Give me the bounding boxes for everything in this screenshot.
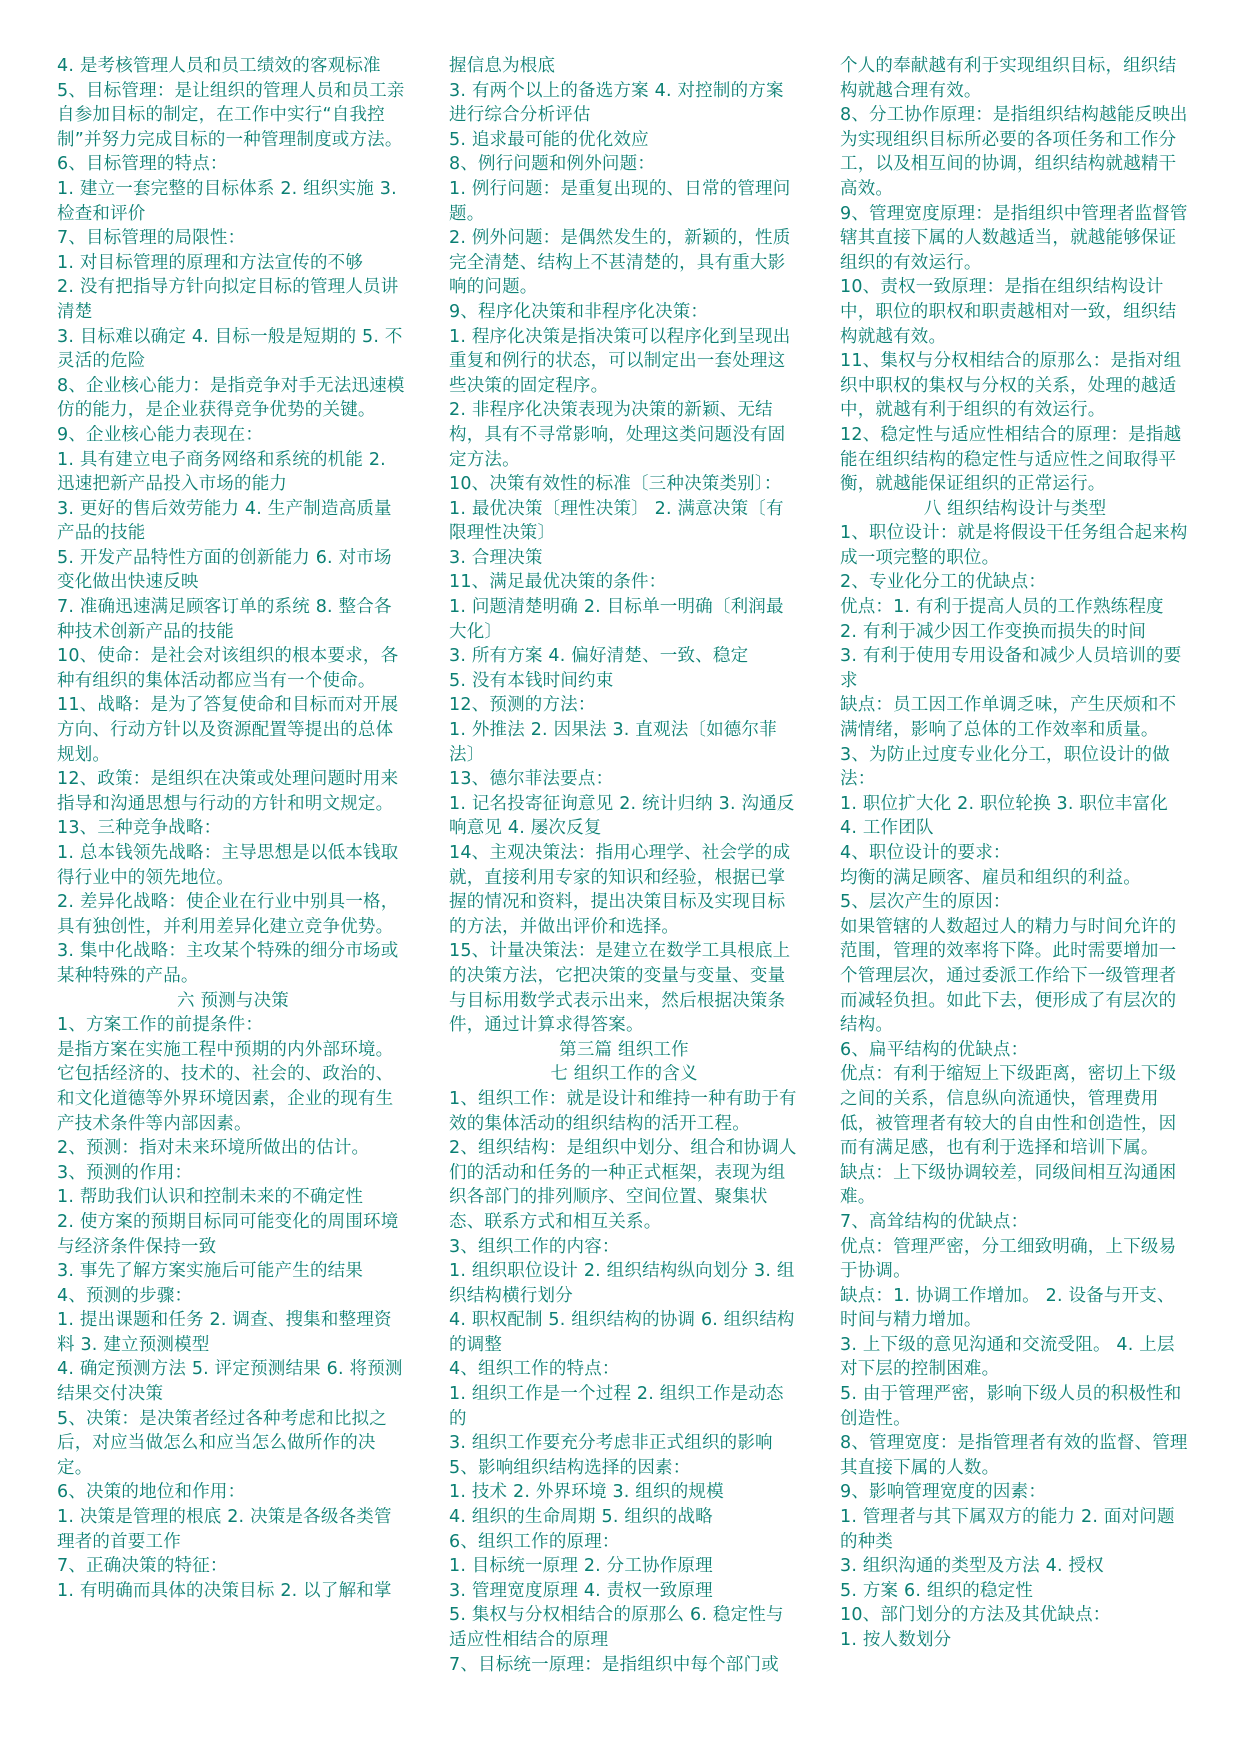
text-line: 2. 非程序化决策表现为决策的新颖、无结构，具有不寻常影响，处理这类问题没有固定方法。 bbox=[449, 400, 786, 470]
text-line: 10、部门划分的方法及其优缺点： bbox=[840, 1605, 1111, 1626]
text-line: 1. 最优决策〔理性决策〕 2. 满意决策〔有限理性决策〕 bbox=[449, 498, 784, 544]
text-line: 优点：管理严密，分工细致明确，上下级易于协调。 bbox=[840, 1236, 1177, 1282]
text-line: 1. 建立一套完整的目标体系 2. 组织实施 3. 检查和评价 bbox=[57, 178, 397, 224]
text-line: 1. 记名投寄征询意见 2. 统计归纳 3. 沟通反响意见 4. 屡次反复 bbox=[449, 793, 795, 839]
text-line: 6、组织工作的原理： bbox=[449, 1531, 620, 1552]
text-line: 2. 使方案的预期目标同可能变化的周围环境与经济条件保持一致 bbox=[57, 1211, 399, 1257]
text-line: 13、德尔菲法要点： bbox=[449, 769, 614, 790]
text-line: 2、专业化分工的优缺点： bbox=[840, 572, 1047, 593]
text-line: 1. 提出课题和任务 2. 调查、搜集和整理资料 3. 建立预测模型 bbox=[57, 1310, 392, 1355]
text-line: 8、例行问题和例外问题： bbox=[449, 154, 656, 175]
text-line: 10、决策有效性的标准〔三种决策类别〕： bbox=[449, 474, 782, 495]
text-line: 1. 按人数划分 bbox=[840, 1630, 952, 1650]
text-line: 3. 管理宽度原理 4. 责权一致原理 bbox=[449, 1580, 713, 1601]
text-line: 5、影响组织结构选择的因素： bbox=[449, 1457, 691, 1478]
text-line: 1. 帮助我们认识和控制未来的不确定性 bbox=[57, 1187, 364, 1208]
text-line: 3. 有利于使用专用设备和减少人员培训的要求 bbox=[840, 646, 1182, 691]
text-line: 14、主观决策法：指用心理学、社会学的成就，直接利用专家的知识和经验，根据已掌握的情况和资料，提出决策目标及实现目标的方法，并做出评价和选择。 bbox=[449, 843, 791, 937]
text-line: 7、高耸结构的优缺点： bbox=[840, 1211, 1029, 1232]
text-line: 13、三种竞争战略： bbox=[57, 818, 222, 839]
text-line: 优点：1. 有利于提高人员的工作熟练程度 bbox=[840, 597, 1164, 618]
text-line: 1、职位设计：就是将假设干任务组合起来构成一项完整的职位。 bbox=[840, 523, 1188, 568]
text-line: 握信息为根底 bbox=[449, 56, 556, 76]
text-line: 8、企业核心能力：是指竞争对手无法迅速模仿的能力，是企业获得竞争优势的关键。 bbox=[57, 375, 405, 421]
text-line: 5. 开发产品特性方面的创新能力 6. 对市场变化做出快速反映 bbox=[57, 547, 392, 593]
text-line: 7、目标管理的局限性： bbox=[57, 228, 246, 249]
text-line: 11、集权与分权相结合的原那么：是指对组织中职权的集权与分权的关系，处理的越适中，就越有利于组织的有效运行。 bbox=[840, 351, 1182, 421]
text-line: 3. 有两个以上的备选方案 4. 对控制的方案进行综合分析评估 bbox=[449, 80, 784, 126]
text-line: 7、正确决策的特征： bbox=[57, 1556, 228, 1577]
text-line: 1、方案工作的前提条件： bbox=[57, 1015, 264, 1036]
text-line: 1. 具有建立电子商务网络和系统的机能 2. 迅速把新产品投入市场的能力 bbox=[57, 449, 386, 495]
text-line: 3. 更好的售后效劳能力 4. 生产制造高质量产品的技能 bbox=[57, 498, 392, 544]
text-column-1 bbox=[57, 54, 409, 1603]
text-line: 11、满足最优决策的条件： bbox=[449, 572, 667, 593]
text-line: 3. 组织沟通的类型及方法 4. 授权 bbox=[840, 1556, 1104, 1577]
text-line: 15、计量决策法：是建立在数学工具根底上的决策方法，它把决策的变量与变量、变量与目标用数学式表示出来，然后根据决策条件，通过计算求得答案。 bbox=[449, 941, 791, 1036]
text-line: 1. 目标统一原理 2. 分工协作原理 bbox=[449, 1556, 713, 1577]
text-line: 3. 事先了解方案实施后可能产生的结果 bbox=[57, 1261, 364, 1282]
text-line: 11、战略：是为了答复使命和目标而对开展方向、行动方针以及资源配置等提出的总体规划。 bbox=[57, 695, 399, 765]
text-line: 9、影响管理宽度的因素： bbox=[840, 1482, 1047, 1503]
text-line: 5. 方案 6. 组织的稳定性 bbox=[840, 1580, 1034, 1601]
text-line: 1. 例行问题：是重复出现的、日常的管理问题。 bbox=[449, 178, 791, 224]
text-line: 6、目标管理的特点： bbox=[57, 154, 228, 175]
text-line: 优点：有利于缩短上下级距离，密切上下级之间的关系，信息纵向流通快，管理费用低，被管理者有较大的自由性和创造性，因而有满足感，也有利于选择和培训下属。 bbox=[840, 1064, 1177, 1159]
text-line: 1. 职位扩大化 2. 职位轮换 3. 职位丰富化 4. 工作团队 bbox=[840, 793, 1168, 839]
text-line: 4. 职权配制 5. 组织结构的协调 6. 组织结构的调整 bbox=[449, 1310, 795, 1355]
text-line: 4、预测的步骤： bbox=[57, 1285, 193, 1306]
text-line: 7. 准确迅速满足顾客订单的系统 8. 整合各种技术创新产品的技能 bbox=[57, 597, 392, 642]
text-column-3 bbox=[840, 54, 1190, 1653]
text-line: 6、决策的地位和作用： bbox=[57, 1482, 246, 1503]
text-line: 1. 对目标管理的原理和方法宣传的不够 bbox=[57, 252, 364, 273]
text-line: 5. 由于管理严密，影响下级人员的积极性和创造性。 bbox=[840, 1384, 1182, 1429]
text-line: 3. 上下级的意见沟通和交流受阻。 4. 上层对下层的控制困难。 bbox=[840, 1334, 1175, 1380]
text-line: 4. 是考核管理人员和员工绩效的客观标准 bbox=[57, 56, 381, 76]
text-line: 2、组织结构：是组织中划分、组合和协调人们的活动和任务的一种正式框架，表现为组织各部门的排列顺序、空间位置、聚集状态、联系方式和相互关系。 bbox=[449, 1138, 797, 1232]
text-line: 4. 组织的生命周期 5. 组织的战略 bbox=[449, 1507, 713, 1528]
text-line: 1. 组织职位设计 2. 组织结构纵向划分 3. 组织结构横行划分 bbox=[449, 1261, 795, 1306]
text-line: 3、组织工作的内容： bbox=[449, 1236, 620, 1257]
text-line: 是指方案在实施工程中预期的内外部环境。它包括经济的、技术的、社会的、政治的、和文化道德等外界环境因素，企业的现有生产技术条件等内部因素。 bbox=[57, 1039, 394, 1134]
text-column-2 bbox=[449, 54, 799, 1677]
text-line: 3. 所有方案 4. 偏好清楚、一致、稳定 bbox=[449, 646, 749, 667]
text-line: 7、目标统一原理：是指组织中每个部门或 bbox=[449, 1654, 779, 1675]
text-line: 2、预测：指对未来环境所做出的估计。 bbox=[57, 1138, 370, 1159]
text-line: 12、政策：是组织在决策或处理问题时用来指导和沟通思想与行动的方针和明文规定。 bbox=[57, 769, 399, 814]
text-line: 3. 集中化战略：主攻某个特殊的细分市场或某种特殊的产品。 bbox=[57, 941, 399, 986]
text-line: 3. 目标难以确定 4. 目标一般是短期的 5. 不灵活的危险 bbox=[57, 326, 403, 372]
section-heading: 六 预测与决策 bbox=[177, 990, 289, 1011]
text-line: 9、程序化决策和非程序化决策： bbox=[449, 301, 709, 322]
section-heading: 第三篇 组织工作 bbox=[559, 1039, 689, 1060]
text-line: 2. 差异化战略：使企业在行业中别具一格，具有独创性，并利用差异化建立竞争优势。 bbox=[57, 892, 399, 937]
text-line: 4. 确定预测方法 5. 评定预测结果 6. 将预测结果交付决策 bbox=[57, 1359, 403, 1405]
text-line: 缺点：上下级协调较差，同级间相互沟通困难。 bbox=[840, 1162, 1177, 1208]
text-line: 1. 决策是管理的根底 2. 决策是各级各类管理者的首要工作 bbox=[57, 1507, 392, 1552]
text-line: 1. 组织工作是一个过程 2. 组织工作是动态的 bbox=[449, 1384, 784, 1429]
text-line: 3、为防止过度专业化分工，职位设计的做法： bbox=[840, 744, 1170, 790]
text-line: 12、稳定性与适应性相结合的原理：是指越能在组织结构的稳定性与适应性之间取得平衡，就越能保证组织的正常运行。 bbox=[840, 424, 1182, 495]
text-line: 3. 合理决策 bbox=[449, 547, 543, 568]
text-line: 2. 没有把指导方针向拟定目标的管理人员讲清楚 bbox=[57, 277, 399, 322]
text-line: 2. 例外问题：是偶然发生的，新颖的，性质完全清楚、结构上不甚清楚的，具有重大影响的问题。 bbox=[449, 228, 791, 298]
text-line: 1. 总本钱领先战略：主导思想是以低本钱取得行业中的领先地位。 bbox=[57, 843, 399, 888]
text-line: 1. 技术 2. 外界环境 3. 组织的规模 bbox=[449, 1482, 724, 1503]
text-line: 3. 组织工作要充分考虑非正式组织的影响 bbox=[449, 1433, 773, 1454]
text-line: 5. 追求最可能的优化效应 bbox=[449, 129, 649, 150]
text-line: 9、管理宽度原理：是指组织中管理者监督管辖其直接下属的人数越适当，就越能够保证组织的有效运行。 bbox=[840, 203, 1188, 273]
text-line: 9、企业核心能力表现在： bbox=[57, 424, 264, 445]
text-line: 1. 问题清楚明确 2. 目标单一明确〔利润最大化〕 bbox=[449, 597, 784, 642]
text-line: 个人的奉献越有利于实现组织目标，组织结构就越合理有效。 bbox=[840, 56, 1177, 101]
text-line: 5、目标管理：是让组织的管理人员和员工亲自参加目标的制定，在工作中实行“自我控制”并努力完成目标的一种管理制度或方法。 bbox=[57, 80, 405, 150]
text-line: 10、使命：是社会对该组织的根本要求，各种有组织的集体活动都应当有一个使命。 bbox=[57, 646, 399, 691]
text-line: 如果管辖的人数超过人的精力与时间允许的范围，管理的效率将下降。此时需要增加一个管理层次，通过委派工作给下一级管理者而减轻负担。如此下去，便形成了有层次的结构。 bbox=[840, 916, 1177, 1036]
text-line: 均衡的满足顾客、雇员和组织的利益。 bbox=[840, 867, 1141, 888]
text-line: 2. 有利于减少因工作变换而损失的时间 bbox=[840, 621, 1147, 642]
text-line: 1. 程序化决策是指决策可以程序化到呈现出重复和例行的状态，可以制定出一套处理这些决策的固定程序。 bbox=[449, 326, 791, 396]
text-line: 10、责权一致原理：是指在组织结构设计中，职位的职权和职责越相对一致，组织结构就越有效。 bbox=[840, 277, 1177, 347]
text-line: 1. 有明确而具体的决策目标 2. 以了解和掌 bbox=[57, 1580, 392, 1601]
text-line: 3、预测的作用： bbox=[57, 1162, 193, 1183]
text-line: 1、组织工作：就是设计和维持一种有助于有效的集体活动的组织结构的活开工程。 bbox=[449, 1088, 797, 1134]
text-line: 5. 集权与分权相结合的原那么 6. 稳定性与适应性相结合的原理 bbox=[449, 1605, 784, 1650]
text-line: 4、职位设计的要求： bbox=[840, 843, 1011, 863]
section-heading: 七 组织工作的含义 bbox=[550, 1064, 698, 1085]
text-line: 12、预测的方法： bbox=[449, 695, 596, 716]
text-line: 8、管理宽度：是指管理者有效的监督、管理其直接下属的人数。 bbox=[840, 1433, 1188, 1478]
text-line: 5、层次产生的原因： bbox=[840, 892, 1011, 913]
text-line: 1. 管理者与其下属双方的能力 2. 面对问题的种类 bbox=[840, 1507, 1175, 1552]
text-line: 8、分工协作原理：是指组织结构越能反映出为实现组织目标所必要的各项任务和工作分工，以及相互间的协调，组织结构就越精干高效。 bbox=[840, 105, 1188, 199]
text-line: 缺点：1. 协调工作增加。 2. 设备与开支、时间与精力增加。 bbox=[840, 1285, 1175, 1331]
text-line: 5、决策：是决策者经过各种考虑和比拟之后，对应当做怎么和应当怎么做所作的决定。 bbox=[57, 1408, 387, 1478]
text-line: 6、扁平结构的优缺点： bbox=[840, 1039, 1029, 1060]
text-line: 1. 外推法 2. 因果法 3. 直观法〔如德尔菲法〕 bbox=[449, 720, 777, 765]
text-line: 4、组织工作的特点： bbox=[449, 1359, 620, 1380]
text-line: 5. 没有本钱时间约束 bbox=[449, 670, 614, 691]
text-line: 缺点：员工因工作单调乏味，产生厌烦和不满情绪，影响了总体的工作效率和质量。 bbox=[840, 695, 1177, 741]
section-heading: 八 组织结构设计与类型 bbox=[923, 498, 1107, 519]
